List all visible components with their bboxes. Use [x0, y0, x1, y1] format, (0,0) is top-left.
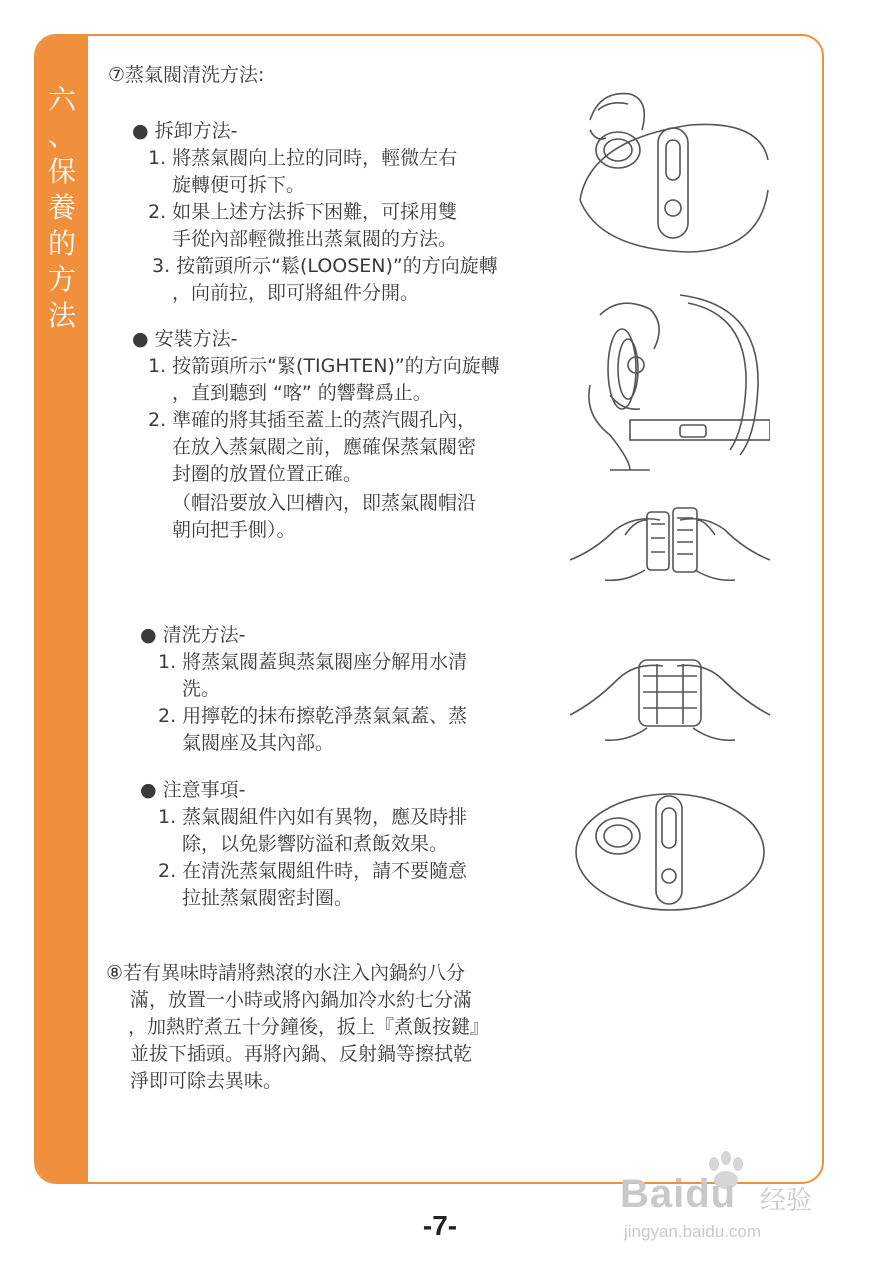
notes-line: 除，以免影響防溢和煮飯效果。 — [182, 833, 449, 855]
item8-line: 淨即可除去異味。 — [130, 1070, 283, 1092]
section-tab-label: 六 、 保 養 的 方 法 — [47, 83, 76, 332]
disassembly-line: 手從內部輕微推出蒸氣閥的方法。 — [172, 228, 458, 250]
disassembly-line: 2. 如果上述方法拆下困難，可採用雙 — [148, 201, 458, 223]
installation-line: 2. 準確的將其插至蓋上的蒸汽閥孔內， — [148, 409, 477, 431]
bullet-icon: ● — [132, 120, 149, 142]
bullet-icon: ● — [140, 779, 157, 801]
lid-installed-illustration — [570, 790, 770, 920]
lid-remove-valve-illustration — [570, 80, 770, 260]
cleaning-line: 氣閥座及其內部。 — [182, 732, 335, 754]
cleaning-heading — [140, 622, 246, 648]
item8-line: 並拔下插頭。再將內鍋、反射鍋等擦拭乾 — [130, 1043, 473, 1065]
bullet-icon: ● — [132, 328, 149, 350]
installation-heading — [132, 326, 238, 352]
disassembly-line: ，向前拉，即可將組件分開。 — [172, 282, 420, 304]
notes-line: 拉扯蒸氣閥密封圈。 — [182, 887, 354, 909]
item7-title: ⑦蒸氣閥清洗方法: — [108, 64, 265, 86]
notes-line: 2. 在清洗蒸氣閥組件時，請不要隨意 — [158, 860, 468, 882]
disassembly-line: 3. 按箭頭所示“鬆(LOOSEN)”的方向旋轉 — [152, 255, 498, 277]
disassembly-line: 旋轉便可拆下。 — [172, 174, 306, 196]
watermark-url: jingyan.baidu.com — [624, 1222, 762, 1241]
valve-clean-illustration — [565, 640, 775, 760]
page-number: -7- — [422, 1210, 458, 1241]
item8-line: ⑧若有異味時請將熱滾的水注入內鍋約八分 — [106, 962, 466, 984]
installation-line: ，直到聽到 “喀” 的響聲爲止。 — [172, 382, 432, 404]
notes-heading — [140, 777, 246, 803]
installation-line: 朝向把手側）。 — [172, 519, 296, 541]
watermark-brand: Baidu — [620, 1172, 737, 1216]
disassembly-line: 1. 將蒸氣閥向上拉的同時，輕微左右 — [148, 147, 458, 169]
item8-line: 滿，放置一小時或將內鍋加冷水約七分滿 — [130, 989, 473, 1011]
notes-heading-text: 注意事項- — [162, 779, 246, 801]
watermark-brand-cn: 经验 — [760, 1186, 813, 1216]
cleaning-line: 1. 將蒸氣閥蓋與蒸氣閥座分解用水清 — [158, 651, 468, 673]
watermark — [610, 1150, 850, 1260]
section-tab — [36, 36, 88, 1182]
installation-line: 在放入蒸氣閥之前，應確保蒸氣閥密 — [172, 436, 477, 458]
cleaning-heading-text: 清洗方法- — [162, 624, 246, 646]
installation-line: （帽沿要放入凹槽內，即蒸氣閥帽沿 — [172, 492, 477, 514]
bullet-icon: ● — [140, 624, 157, 646]
cleaning-line: 2. 用擰乾的抹布擦乾淨蒸氣氣蓋、蒸 — [158, 705, 468, 727]
installation-heading-text: 安裝方法- — [154, 328, 238, 350]
item8-line: ，加熱貯煮五十分鐘後，扳上『煮飯按鍵』 — [128, 1016, 490, 1038]
cleaning-line: 洗。 — [182, 678, 221, 700]
installation-line: 封圈的放置位置正確。 — [172, 463, 363, 485]
notes-line: 1. 蒸氣閥組件內如有異物，應及時排 — [158, 806, 468, 828]
installation-line: 1. 按箭頭所示“緊(TIGHTEN)”的方向旋轉 — [148, 355, 500, 377]
lid-push-valve-illustration — [570, 285, 770, 475]
disassembly-heading-text: 拆卸方法- — [154, 120, 238, 142]
disassembly-heading — [132, 118, 238, 144]
valve-separate-illustration — [565, 490, 775, 600]
